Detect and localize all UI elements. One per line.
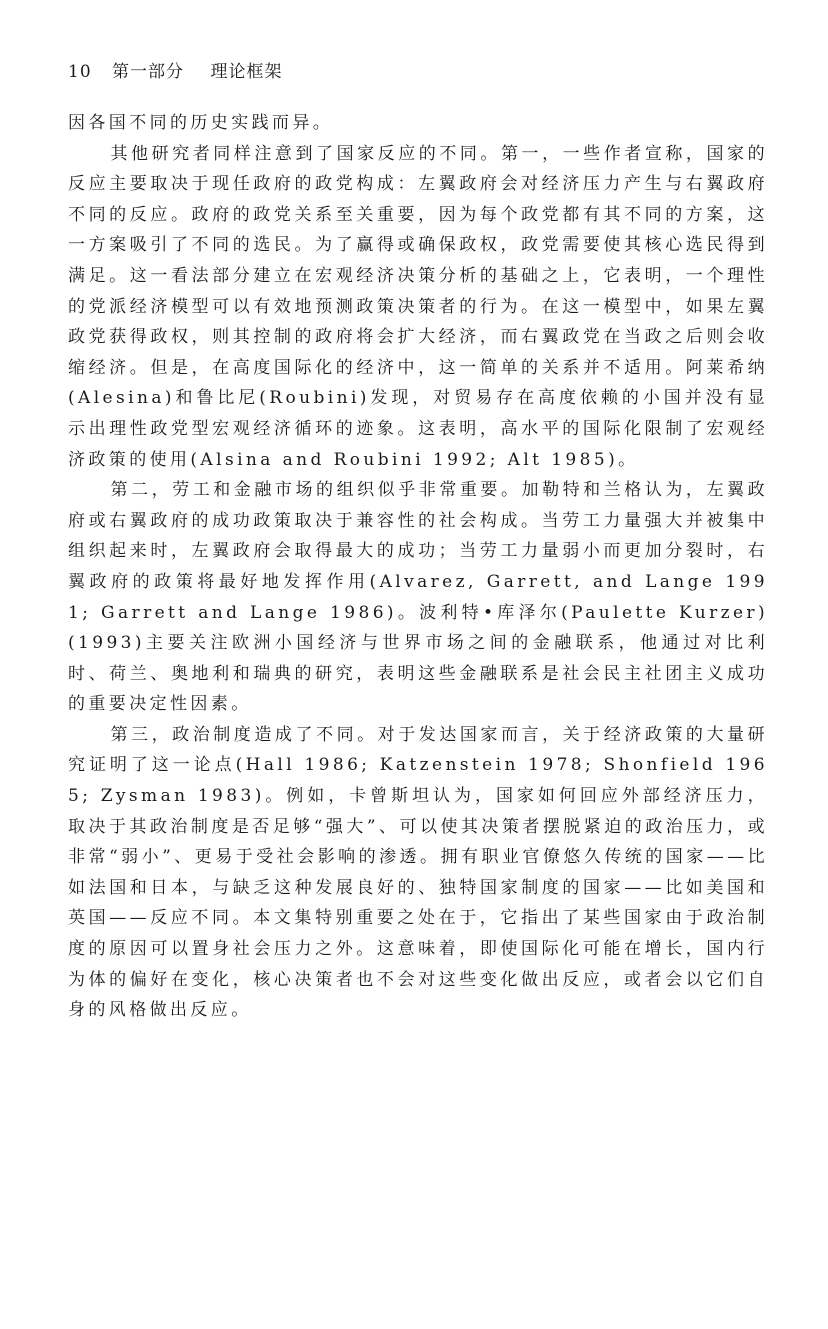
page-number: 10 xyxy=(68,62,92,82)
chapter-label: 理论框架 xyxy=(210,62,283,82)
part-label: 第一部分 xyxy=(112,62,185,82)
paragraph-continuation: 因各国不同的历史实践而异。 xyxy=(68,113,334,133)
paragraph-political-institutions: 第三，政治制度造成了不同。对于发达国家而言，关于经济政策的大量研究证明了这一论点(Hall 1986; Katzenstein 1978; Shonfield 1965; Zysman 1983)。例如，卡曾斯坦认为，国家如何回应外部经济压力，取决于其政治制度是否足够“强大”、可以使其决策者摆脱紧迫的政治压力，或非常“弱小”、更易于受社会影响的渗透。拥有职业官僚悠久传统的国家——比如法国和日本，与缺乏这种发展良好的、独特国家制度的国家——比如美国和英国——反应不同。本文集特别重要之处在于，它指出了某些国家由于政治制度的原因可以置身社会压力之外。这意味着，即使国际化可能在增长，国内行为体的偏好在变化，核心决策者也不会对这些变化做出反应，或者会以它们自身的风格做出反应。 xyxy=(68,724,768,1021)
paragraph-partisan-composition: 其他研究者同样注意到了国家反应的不同。第一，一些作者宣称，国家的反应主要取决于现任政府的政党构成：左翼政府会对经济压力产生与右翼政府不同的反应。政府的政党关系至关重要，因为每个政党都有其不同的方案，这一方案吸引了不同的选民。为了赢得或确保政权，政党需要使其核心选民得到满足。这一看法部分建立在宏观经济决策分析的基础之上，它表明，一个理性的党派经济模型可以有效地预测政策决策者的行为。在这一模型中，如果左翼政党获得政权，则其控制的政府将会扩大经济，而右翼政党在当政之后则会收缩经济。但是，在高度国际化的经济中，这一简单的关系并不适用。阿莱希纳(Alesina)和鲁比尼(Roubini)发现，对贸易存在高度依赖的小国并没有显示出理性政党型宏观经济循环的迹象。这表明，高水平的国际化限制了宏观经济政策的使用(Alsina and Roubini 1992; Alt 1985)。 xyxy=(68,143,768,470)
document-page xyxy=(68,60,768,1026)
body-text xyxy=(68,108,768,1026)
running-header xyxy=(68,60,768,84)
paragraph-labor-financial-markets: 第二，劳工和金融市场的组织似乎非常重要。加勒特和兰格认为，左翼政府或右翼政府的成功政策取决于兼容性的社会构成。当劳工力量强大并被集中组织起来时，左翼政府会取得最大的成功；当劳工力量弱小而更加分裂时，右翼政府的政策将最好地发挥作用(Alvarez, Garrett, and Lange 1991; Garrett and Lange 1986)。波利特•库泽尔(Paulette Kurzer)(1993)主要关注欧洲小国经济与世界市场之间的金融联系，他通过对比利时、荷兰、奥地利和瑞典的研究，表明这些金融联系是社会民主社团主义成功的重要决定性因素。 xyxy=(68,480,768,715)
